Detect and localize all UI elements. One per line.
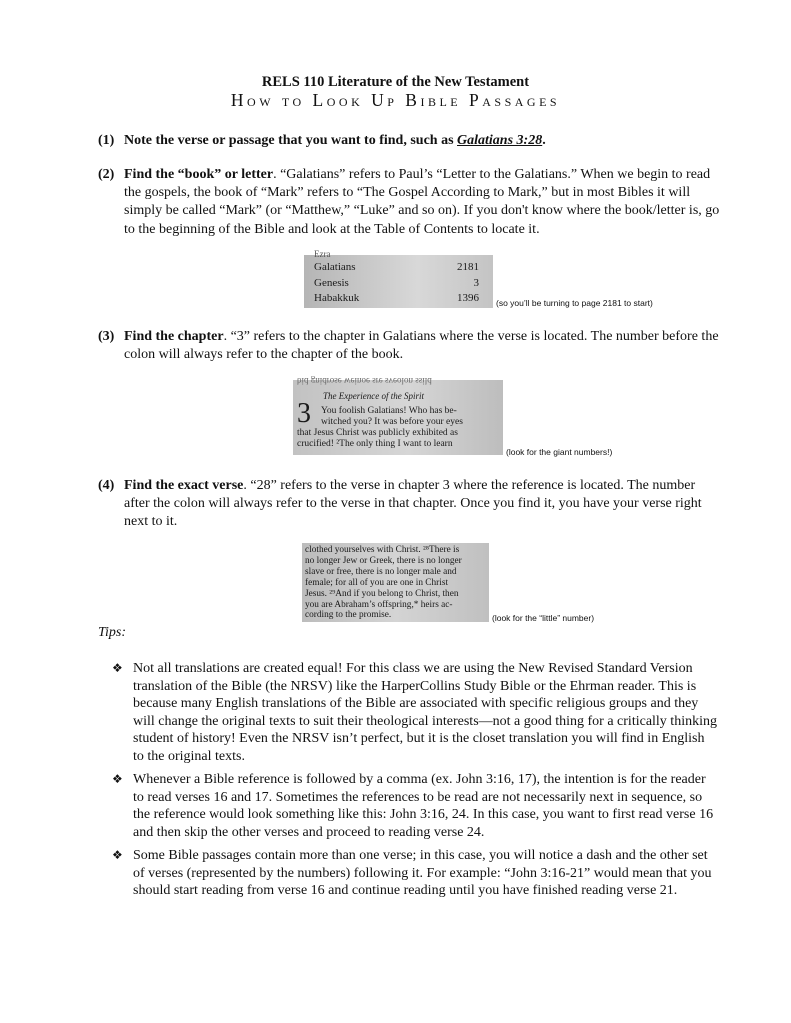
toc-row (314, 261, 479, 273)
verse-line: cording to the promise. (305, 610, 392, 620)
verse-line: slave or free, there is no longer male and (305, 567, 457, 577)
tips-label: Tips: (98, 625, 127, 640)
toc-book: Galatians (314, 261, 356, 273)
chapter-line: witched you? It was before your eyes (321, 417, 463, 427)
step-number: (2) (98, 167, 115, 182)
verse-page-image (302, 543, 489, 622)
verse-caption: (look for the “little” number) (492, 613, 595, 623)
toc-page: 3 (473, 277, 479, 289)
tip-item (112, 660, 718, 766)
tip-text: Not all translations are created equal! For this class we are using the New Revised Standard Version translation of the Bible (the NRSV) like the HarperCollins Study Bible or the Ehrman reader. This is because many English translations of the Bible are associated with specific religious groups and they will change the original texts to suit their theological interests—not a good thing for a critically thinking student of history! Even the NRSV isn’t perfect, but it is the closet translation you will find in English to the original texts. (133, 661, 717, 764)
verse-line: clothed yourselves with Christ. ²⁸There is (305, 545, 460, 555)
toc-row (314, 277, 479, 289)
course-title: RELS 110 Literature of the New Testament (261, 74, 530, 90)
chapter-number: 3 (297, 398, 311, 429)
step-4 (98, 477, 723, 532)
table-of-contents-image (304, 249, 493, 308)
step-2 (98, 166, 723, 239)
step-number: (1) (98, 133, 115, 148)
step-number: (4) (98, 478, 115, 493)
chapter-line: You foolish Galatians! Who has be- (321, 406, 457, 416)
verse-line: Jesus. ²⁹And if you belong to Christ, then (305, 589, 459, 599)
verse-line: female; for all of you are one in Christ (305, 578, 449, 588)
step-lead: Find the chapter (124, 329, 224, 344)
step-3 (98, 328, 723, 364)
step-text: . “Galatians” refers to Paul’s “Letter to the Galatians.” When we begin to read the gospels, the book of “Mark” refers to “The Gospel According to Mark,” but in most Bibles it will simply be called “Mark” (or “Matthew,” “Luke” and so on). If you don't know where the book/letter is, go to the beginning of the Bible and look at the Table of Contents to locate it. (124, 167, 720, 237)
toc-book: Genesis (314, 277, 349, 289)
page-title: How to Look Up Bible Passages (230, 90, 561, 110)
tip-text: Whenever a Bible reference is followed by a comma (ex. John 3:16, 17), the intention is for the reader to read verses 16 and 17. Sometimes the references to be read are not necessarily next in sequence, so the reference would look something like this: John 3:16, 24. In this case, you want to first read verse 16 and then skip the other verses and proceed to reading verse 24. (133, 772, 714, 840)
tip-item (112, 771, 718, 841)
step-text: . “3” refers to the chapter in Galatians where the verse is located. The number before the colon will always refer to the chapter of the book. (124, 329, 719, 363)
step-lead: Find the exact verse (124, 478, 244, 493)
diamond-bullet-icon: ❖ (112, 772, 123, 786)
diamond-bullet-icon: ❖ (112, 848, 123, 862)
step-number: (3) (98, 329, 115, 344)
toc-page: 2181 (457, 261, 479, 273)
bible-reference: Galatians 3:28 (457, 133, 543, 148)
chapter-caption: (look for the giant numbers!) (506, 447, 613, 457)
step-lead: Find the “book” or letter (124, 167, 274, 182)
bleed-through-text: bid gnidrose weinoe sre sveolon ssild (297, 376, 432, 386)
toc-row (314, 292, 479, 304)
step-text: . “28” refers to the verse in chapter 3 where the reference is located. The number after the colon will always refer to the verse in that chapter. Once you find it, you have your verse right next to it. (124, 478, 702, 530)
step-trail: . (542, 133, 546, 148)
verse-line: you are Abraham’s offspring,* heirs ac- (305, 600, 453, 610)
section-title: The Experience of the Spirit (323, 391, 424, 401)
toc-page: 1396 (457, 292, 479, 304)
tip-item (112, 847, 718, 900)
diamond-bullet-icon: ❖ (112, 661, 123, 675)
toc-top-label: Ezra (314, 249, 331, 259)
chapter-line: that Jesus Christ was publicly exhibited as (297, 428, 458, 438)
step-1 (98, 132, 723, 150)
chapter-page-image (293, 376, 503, 455)
step-lead: Note the verse or passage that you want to find, such as (124, 133, 458, 148)
toc-caption: (so you’ll be turning to page 2181 to start) (496, 298, 653, 308)
chapter-line: crucified! ²The only thing I want to learn (297, 439, 453, 449)
verse-line: no longer Jew or Greek, there is no longer (305, 556, 462, 566)
tip-text: Some Bible passages contain more than one verse; in this case, you will notice a dash and the other set of verses (represented by the numbers) following it. For example: “John 3:16-21” would mean that you should start reading from verse 16 and continue reading until you have finished reading verse 21. (133, 848, 712, 899)
toc-book: Habakkuk (314, 292, 360, 304)
